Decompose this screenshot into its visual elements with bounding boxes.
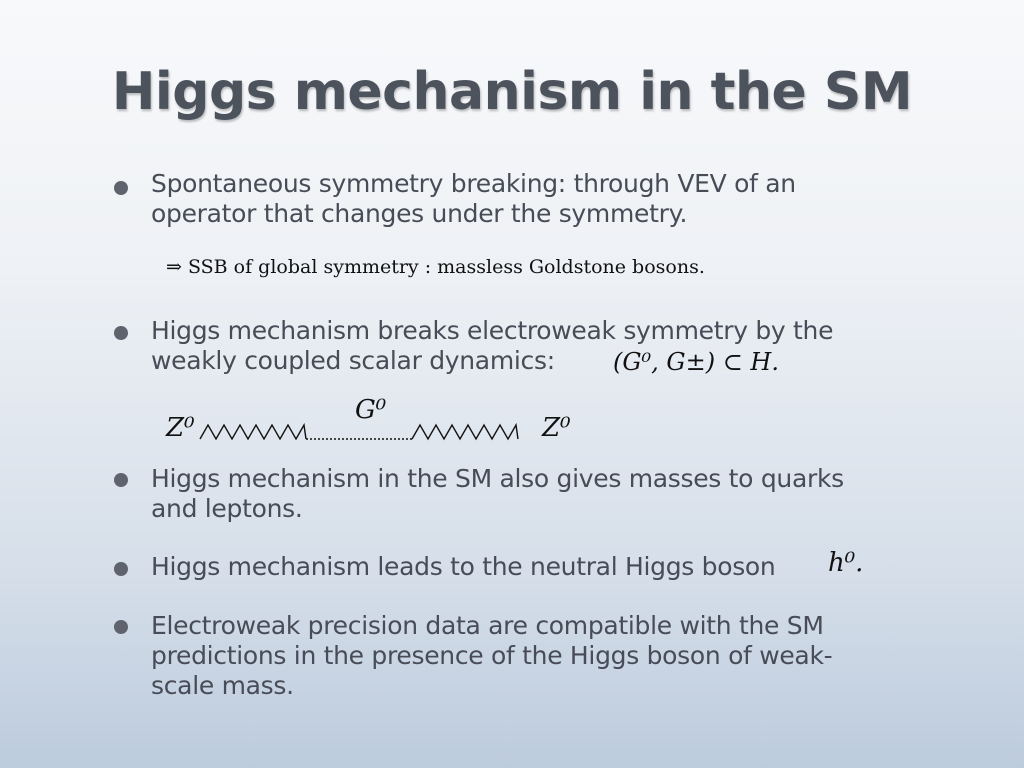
diagram-lines [160,395,600,450]
bullet-dot [114,473,128,487]
bullet-dot [114,326,128,340]
bullet-dot [114,620,128,634]
bullet-dot [114,181,128,195]
bullet-text-main: Higgs mechanism leads to the neutral Higgs boson [151,552,776,581]
higgs-boson-math: h⁰. [828,548,864,578]
ssb-equation: ⇒ SSB of global symmetry : massless Goldstone bosons. [166,256,705,278]
diagram-right-label: Z⁰ [542,413,571,443]
bullet-dot [114,562,128,576]
bullet-text: Spontaneous symmetry breaking: through VEV of an operator that changes under the symmetry. [151,169,796,228]
bullet-text: Electroweak precision data are compatible with the SM predictions in the presence of the Higgs boson of weak-scale mass. [151,611,833,700]
feynman-diagram [160,395,600,450]
z-boson-wavy-line-left [200,425,306,439]
bullet-text: Higgs mechanism in the SM also gives masses to quarks and leptons. [151,464,844,523]
goldstone-math: (G⁰, G±) ⊂ H. [613,348,779,376]
slide-title: Higgs mechanism in the SM [111,62,913,122]
bullet-text-main: Higgs mechanism breaks electroweak symmetry by the weakly coupled scalar dynamics: [151,316,834,375]
diagram-left-label: Z⁰ [166,413,195,443]
diagram-middle-label: G⁰ [355,395,387,425]
z-boson-wavy-line-right [412,425,518,439]
bullet-text [151,552,871,582]
